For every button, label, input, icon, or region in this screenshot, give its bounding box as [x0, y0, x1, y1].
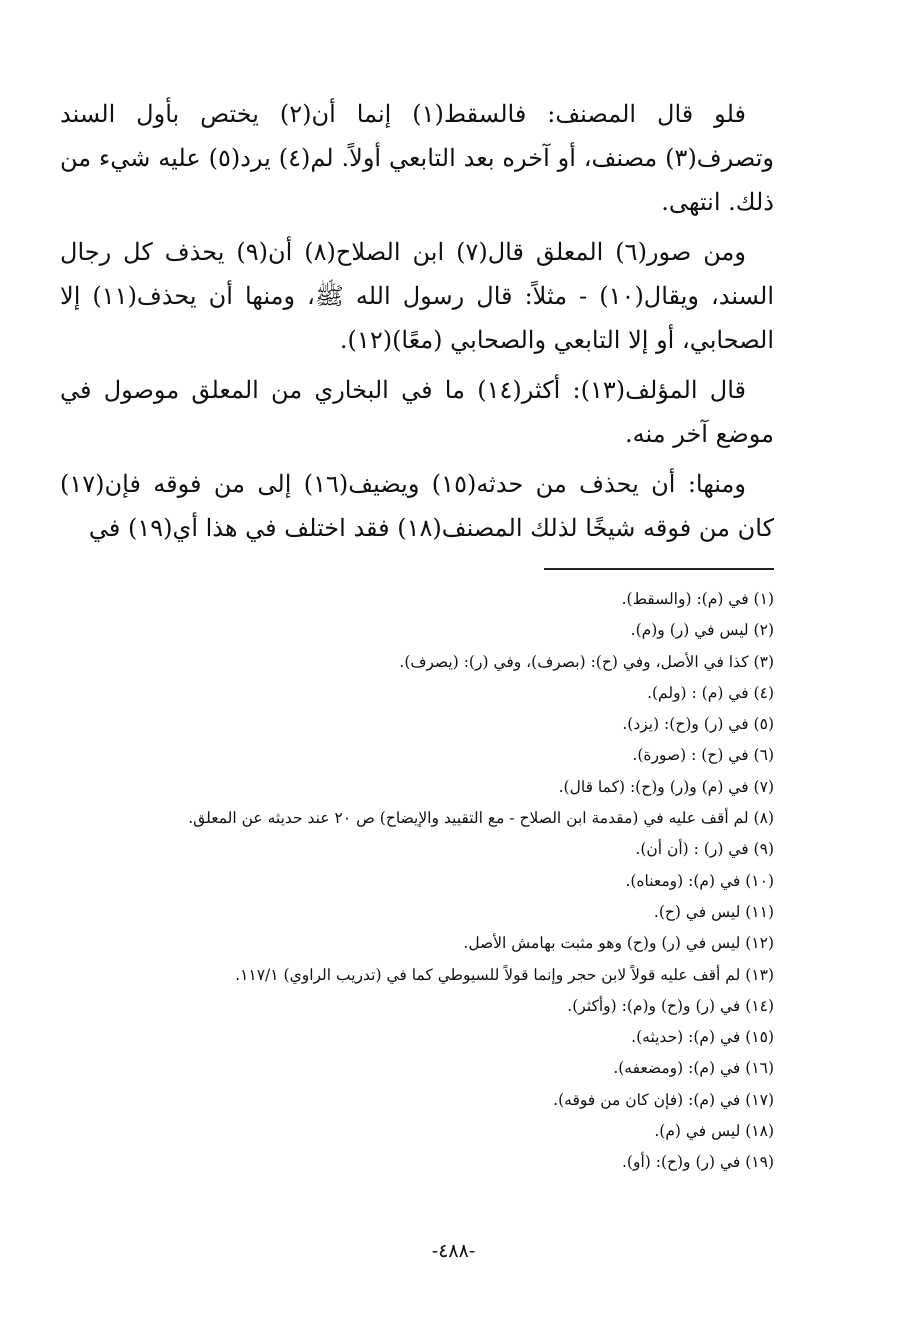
footnote-12: (١٢) ليس في (ر) و(ح) وهو مثبت بهامش الأصل.: [463, 934, 774, 953]
footnote-7: (٧) في (م) و(ر) و(ح): (كما قال).: [558, 777, 774, 796]
paragraph: فلو قال المصنف: فالسقط(١) إنما أن(٢) يختص بأول السند وتصرف(٣) مصنف، أو آخره بعد التابعي أولاً. لم(٤) يرد(٥) عليه شيء من ذلك. انتهى.: [60, 100, 775, 216]
footnote-6: (٦) في (ح) : (صورة).: [632, 746, 774, 765]
document-page: [60, 92, 774, 1179]
footnote-separator: [544, 568, 774, 570]
footnote-16: (١٦) في (م): (ومضعفه).: [613, 1059, 774, 1078]
footnote-17: (١٧) في (م): (فإن كان من فوقه).: [553, 1090, 774, 1109]
footnote-19: (١٩) في (ر) و(ح): (أو).: [621, 1153, 774, 1172]
paragraph: ومنها: أن يحذف من حدثه(١٥) ويضيف(١٦) إلى من فوقه فإن(١٧) كان من فوقه شيخًا لذلك المصنف(١٨) فقد اختلف في هذا أي(١٩) في: [60, 470, 774, 542]
footnote-15: (١٥) في (م): (حديثه).: [631, 1028, 774, 1047]
footnote-1: (١) في (م): (والسقط).: [621, 590, 774, 608]
footnote-13: (١٣) لم أقف عليه قولاً لابن حجر وإنما قولاً للسيوطي كما في (تدريب الراوي) ١١٧/١.: [235, 965, 774, 984]
main-text: [60, 92, 774, 550]
footnote-11: (١١) ليس في (ح).: [653, 902, 774, 921]
footnote-4: (٤) في (م) : (ولم).: [647, 683, 774, 702]
paragraph: قال المؤلف(١٣): أكثر(١٤) ما في البخاري من المعلق موصول في موضع آخر منه.: [60, 376, 774, 448]
footnote-9: (٩) في (ر) : (أن أن).: [635, 840, 774, 859]
footnote-2: (٢) ليس في (ر) و(م).: [630, 621, 774, 640]
footnotes: [60, 584, 774, 1179]
paragraph: ومن صور(٦) المعلق قال(٧) ابن الصلاح(٨) أن(٩) يحذف كل رجال السند، ويقال(١٠) - مثلاً: قال رسول الله ﷺ، ومنها أن يحذف(١١) إلا الصحابي، أو إلا التابعي والصحابي (معًا)(١٢).: [60, 238, 774, 354]
footnote-14: (١٤) في (ر) و(ح) و(م): (وأكثر).: [567, 996, 774, 1015]
footnote-5: (٥) في (ر) و(ح): (يزد).: [622, 715, 774, 734]
page-number: -٤٨٨-: [431, 1240, 476, 1262]
footnote-18: (١٨) ليس في (م).: [654, 1122, 774, 1141]
footnote-3: (٣) كذا في الأصل، وفي (ح): (بصرف)، وفي (ر): (يصرف).: [399, 652, 774, 671]
footnote-8: (٨) لم أقف عليه في (مقدمة ابن الصلاح - مع التقييد والإيضاح) ص ٢٠ عند حديثه عن المعلق.: [188, 809, 774, 828]
footnote-10: (١٠) في (م): (ومعناه).: [625, 871, 774, 890]
